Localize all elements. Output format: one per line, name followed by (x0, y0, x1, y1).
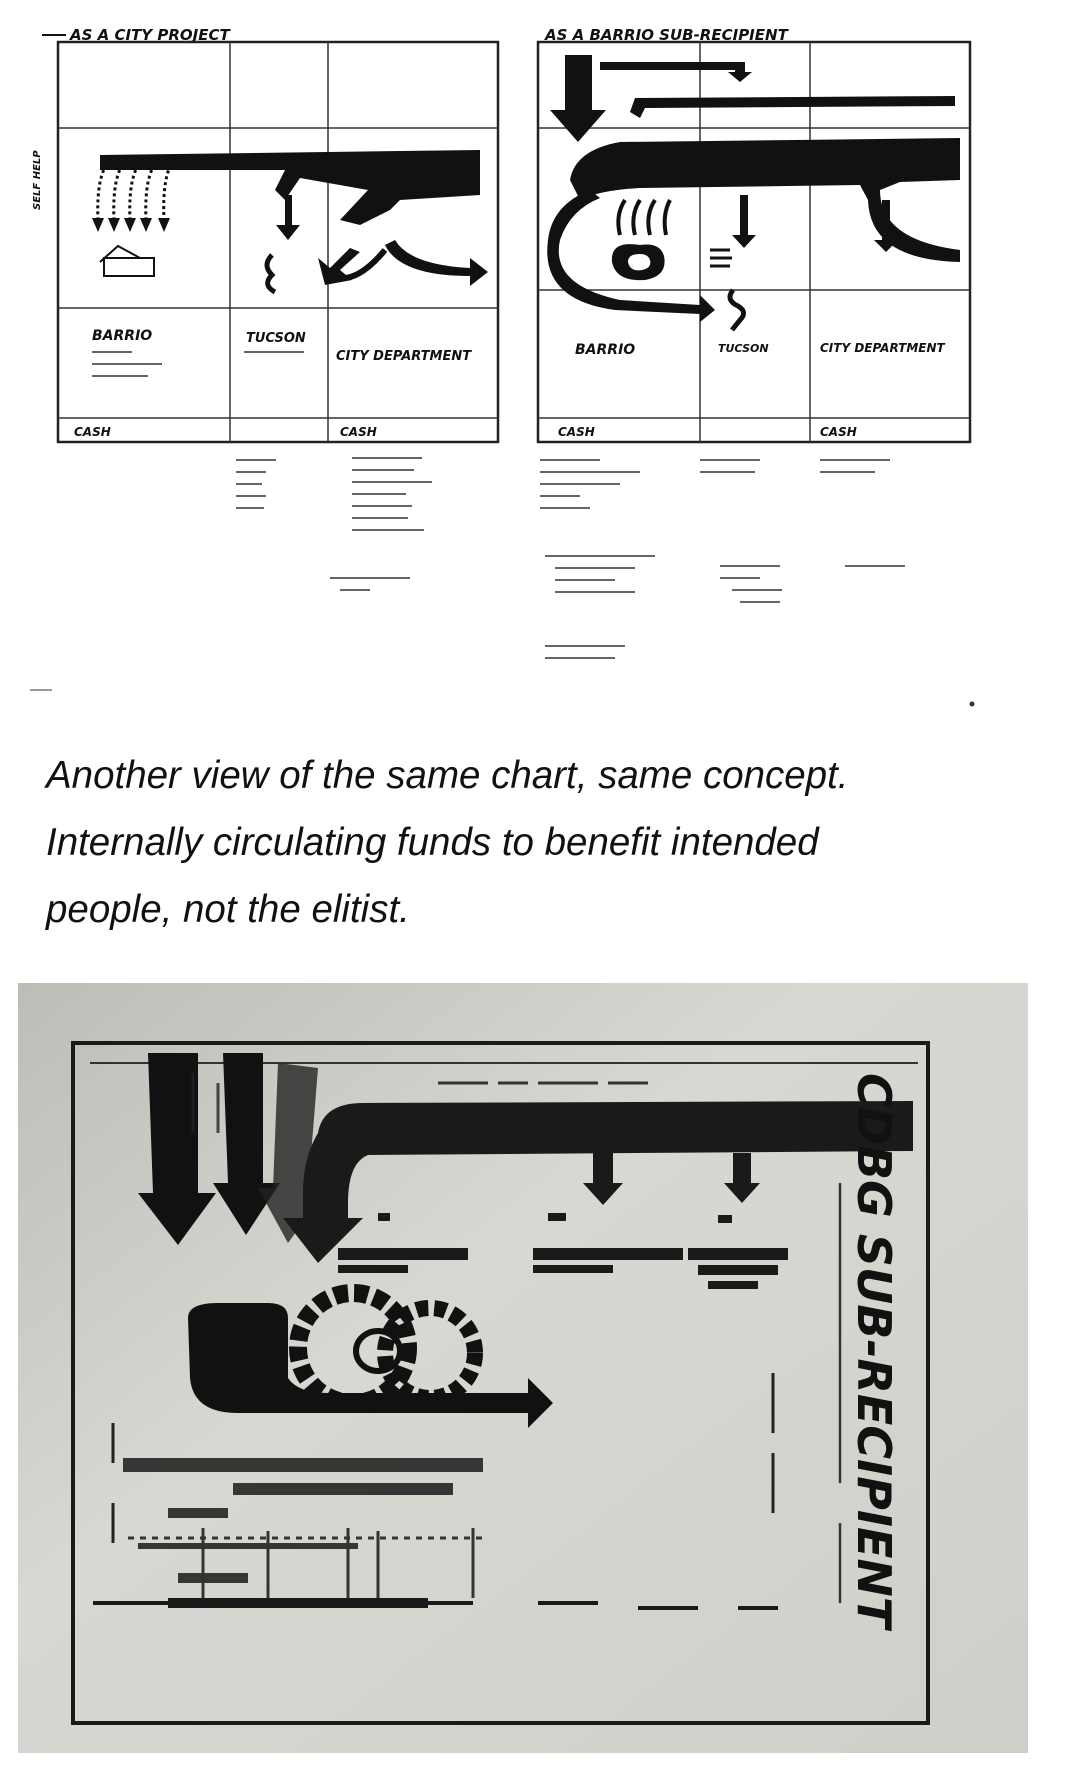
left-panel-heading: AS A CITY PROJECT (70, 26, 230, 44)
left-col-city: CITY DEPARTMENT (336, 349, 472, 364)
right-col-city: CITY DEPARTMENT (820, 341, 945, 355)
svg-text:SELF HELP: SELF HELP (32, 150, 43, 210)
right-panel-heading: AS A BARRIO SUB-RECIPIENT (545, 26, 788, 44)
left-col-tucson: TUCSON (246, 331, 306, 346)
caption-line-3: people, not the elitist. (46, 888, 410, 931)
caption-line-2: Internally circulating funds to benefit intended (46, 821, 819, 864)
right-cash-2: CASH (820, 425, 857, 439)
caption (46, 742, 1046, 943)
right-cash-1: CASH (558, 425, 595, 439)
left-cash-1: CASH (74, 425, 111, 439)
flow-chart-scan-top (0, 0, 1078, 720)
left-cash-2: CASH (340, 425, 377, 439)
flow-chart-photo-bottom (18, 983, 1028, 1753)
right-col-barrio: BARRIO (575, 342, 636, 358)
left-col-barrio: BARRIO (92, 328, 153, 344)
right-col-tucson: TUCSON (718, 342, 769, 355)
side-label-cdbg-sub-recipient: CDBG SUB-RECIPIENT (847, 1073, 901, 1629)
caption-line-1: Another view of the same chart, same concept. (46, 754, 849, 797)
